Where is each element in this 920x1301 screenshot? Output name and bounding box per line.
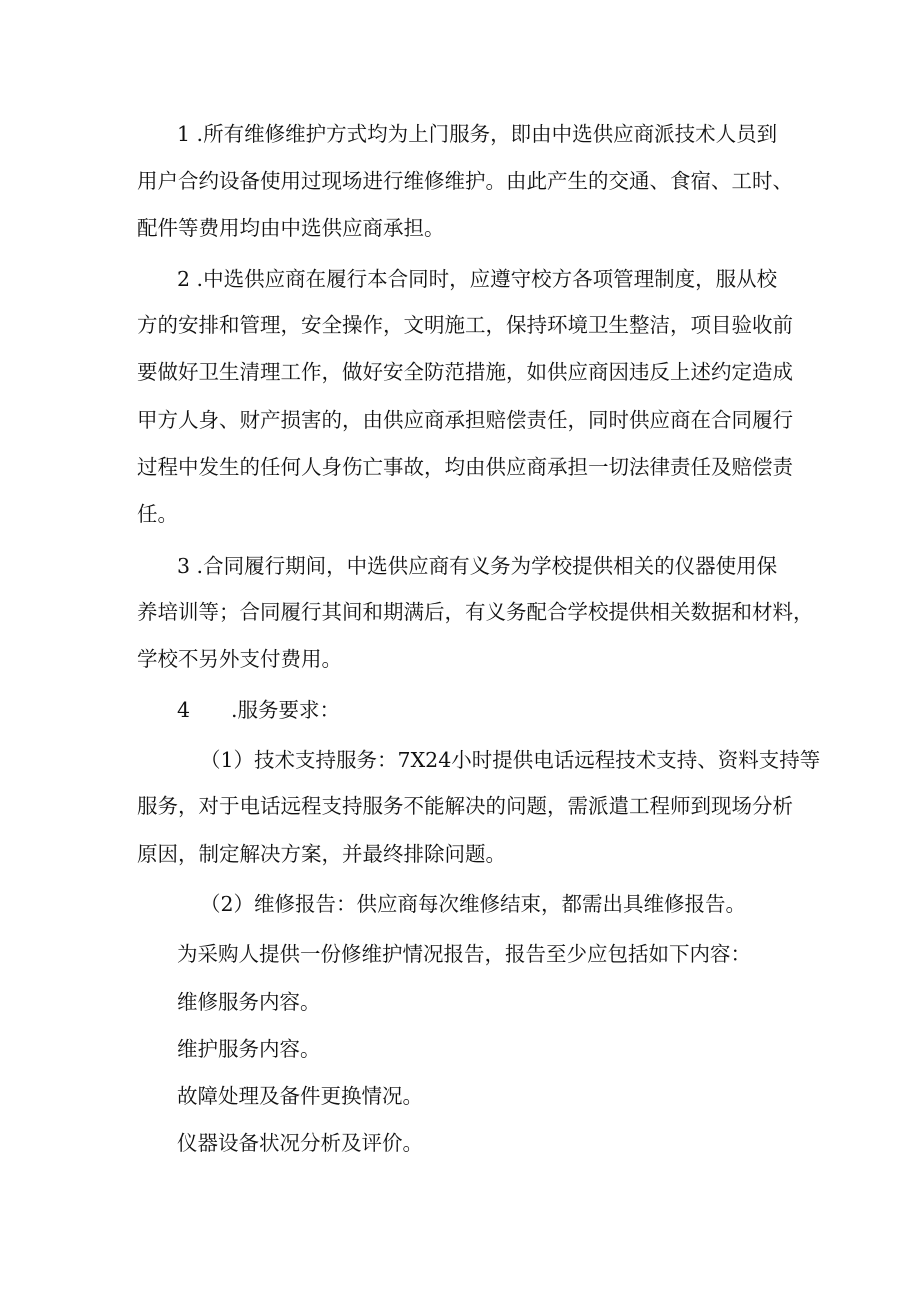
paragraph-3-line-1: 3 .合同履行期间，中选供应商有义务为学校提供相关的仪器使用保 <box>177 554 778 578</box>
paragraph-2-line-1: 2 .中选供应商在履行本合同时，应遵守校方各项管理制度，服从校 <box>177 267 778 291</box>
paragraph-2-line-6: 任。 <box>137 502 178 526</box>
paragraph-3-line-3: 学校不另外支付费用。 <box>137 647 342 671</box>
report-item-4: 仪器设备状况分析及评价。 <box>177 1131 423 1155</box>
item-1-line-3: 原因，制定解决方案，并最终排除问题。 <box>137 842 506 866</box>
report-item-2: 维护服务内容。 <box>177 1037 321 1061</box>
paragraph-4-heading: 4 .服务要求： <box>177 698 341 722</box>
item-1-line-2: 服务，对于电话远程支持服务不能解决的问题，需派遣工程师到现场分析 <box>137 794 793 818</box>
paragraph-2-line-4: 甲方人身、财产损害的，由供应商承担赔偿责任，同时供应商在合同履行 <box>137 408 793 432</box>
paragraph-3-line-2: 养培训等；合同履行其间和期满后，有义务配合学校提供相关数据和材料， <box>137 600 814 624</box>
item-2-line-1: （2）维修报告：供应商每次维修结束，都需出具维修报告。 <box>200 892 747 916</box>
report-item-3: 故障处理及备件更换情况。 <box>177 1084 423 1108</box>
report-intro: 为采购人提供一份修维护情况报告，报告至少应包括如下内容： <box>177 942 751 966</box>
report-item-1: 维修服务内容。 <box>177 990 321 1014</box>
paragraph-1-line-1: 1 .所有维修维护方式均为上门服务，即由中选供应商派技术人员到 <box>177 122 778 146</box>
paragraph-1-line-2: 用户合约设备使用过现场进行维修维护。由此产生的交通、食宿、工时、 <box>137 169 793 193</box>
paragraph-2-line-2: 方的安排和管理，安全操作，文明施工，保持环境卫生整洁，项目验收前 <box>137 313 793 337</box>
paragraph-1-line-3: 配件等费用均由中选供应商承担。 <box>137 216 445 240</box>
paragraph-2-line-5: 过程中发生的任何人身伤亡事故，均由供应商承担一切法律责任及赔偿责 <box>137 455 793 479</box>
paragraph-2-line-3: 要做好卫生清理工作，做好安全防范措施，如供应商因违反上述约定造成 <box>137 360 793 384</box>
item-1-line-1: （1）技术支持服务：7X24小时提供电话远程技术支持、资料支持等 <box>200 748 821 772</box>
